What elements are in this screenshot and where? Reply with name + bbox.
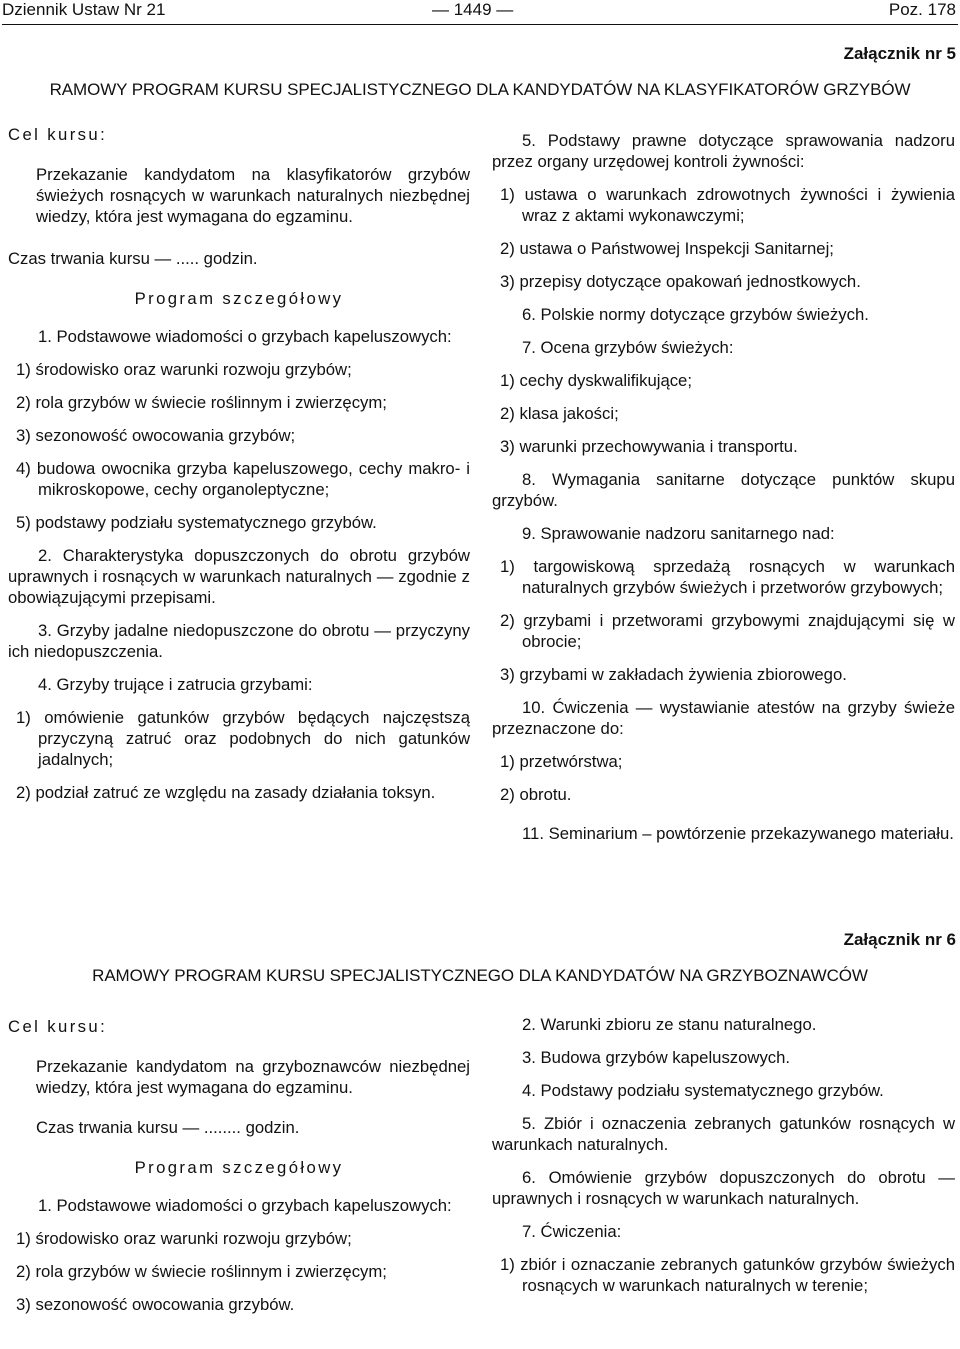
list-item: 3) przepisy dotyczące opakowań jednostkowych. bbox=[500, 272, 861, 291]
annex-6-left-column bbox=[8, 1016, 470, 1315]
running-header bbox=[0, 0, 960, 22]
annex-5-left-column bbox=[8, 124, 470, 803]
list-item: 2) rola grzybów w świecie roślinnym i zwierzęcym; bbox=[16, 1262, 387, 1281]
annex-5-right-column bbox=[492, 130, 955, 844]
list-item: 4) budowa owocnika grzyba kapeluszowego, cechy makro- i mikroskopowe, cechy organoleptyczne; bbox=[16, 459, 470, 499]
program-heading: Program szczegółowy bbox=[134, 289, 344, 308]
list-item: 1) środowisko oraz warunki rozwoju grzybów; bbox=[16, 360, 352, 379]
page-number: — 1449 — bbox=[432, 0, 514, 19]
course-duration: Czas trwania kursu — ........ godzin. bbox=[36, 1118, 300, 1137]
list-item: 2) klasa jakości; bbox=[500, 404, 619, 423]
section-6: 6. Polskie normy dotyczące grzybów świeżych. bbox=[522, 305, 869, 324]
list-item: 1) omówienie gatunków grzybów będących najczęstszą przyczyną zatruć oraz podobnych do nich gatunków jadalnych; bbox=[16, 708, 470, 769]
list-item: 2) rola grzybów w świecie roślinnym i zwierzęcym; bbox=[16, 393, 387, 412]
section-11: 11. Seminarium – powtórzenie przekazywanego materiału. bbox=[522, 824, 954, 843]
position-number: Poz. 178 bbox=[888, 0, 956, 19]
annex-6-label: Załącznik nr 6 bbox=[843, 930, 956, 949]
annex-6-title: RAMOWY PROGRAM KURSU SPECJALISTYCZNEGO DLA KANDYDATÓW NA GRZYBOZNAWCÓW bbox=[92, 966, 868, 985]
list-item: 1) cechy dyskwalifikujące; bbox=[500, 371, 692, 390]
list-item: 2) podział zatruć ze względu na zasady działania toksyn. bbox=[16, 783, 436, 802]
section-1: 1. Podstawowe wiadomości o grzybach kapeluszowych: bbox=[38, 327, 452, 346]
list-item: 2) obrotu. bbox=[500, 785, 572, 804]
section-6: 6. Omówienie grzybów dopuszczonych do obrotu — uprawnych i rosnących w warunkach naturalnych. bbox=[492, 1168, 955, 1208]
cel-kursu-heading: Cel kursu: bbox=[8, 125, 108, 144]
section-10: 10. Ćwiczenia — wystawianie atestów na grzyby świeże przeznaczone do: bbox=[492, 698, 955, 738]
list-item: 3) warunki przechowywania i transportu. bbox=[500, 437, 798, 456]
list-item: 3) sezonowość owocowania grzybów; bbox=[16, 426, 296, 445]
list-item: 1) targowiskową sprzedażą rosnących w warunkach naturalnych grzybów świeżych i przetworów grzybowych; bbox=[500, 557, 955, 597]
section-7: 7. Ocena grzybów świeżych: bbox=[522, 338, 734, 357]
section-5: 5. Podstawy prawne dotyczące sprawowania nadzoru przez organy urzędowej kontroli żywności: bbox=[492, 131, 955, 171]
list-item: 3) sezonowość owocowania grzybów. bbox=[16, 1295, 295, 1314]
list-item: 1) przetwórstwa; bbox=[500, 752, 623, 771]
annex-5-label: Załącznik nr 5 bbox=[843, 44, 956, 63]
list-item: 5) podstawy podziału systematycznego grzybów. bbox=[16, 513, 377, 532]
section-7: 7. Ćwiczenia: bbox=[522, 1222, 622, 1241]
section-3: 3. Budowa grzybów kapeluszowych. bbox=[522, 1048, 791, 1067]
section-8: 8. Wymagania sanitarne dotyczące punktów skupu grzybów. bbox=[492, 470, 955, 510]
list-item: 2) ustawa o Państwowej Inspekcji Sanitarnej; bbox=[500, 239, 834, 258]
section-1: 1. Podstawowe wiadomości o grzybach kapeluszowych: bbox=[38, 1196, 452, 1215]
annex-5-title: RAMOWY PROGRAM KURSU SPECJALISTYCZNEGO DLA KANDYDATÓW NA KLASYFIKATORÓW GRZYBÓW bbox=[49, 80, 911, 99]
section-9: 9. Sprawowanie nadzoru sanitarnego nad: bbox=[522, 524, 835, 543]
cel-kursu-heading: Cel kursu: bbox=[8, 1017, 108, 1036]
section-4: 4. Grzyby trujące i zatrucia grzybami: bbox=[38, 675, 313, 694]
section-2: 2. Charakterystyka dopuszczonych do obrotu grzybów uprawnych i rosnących w warunkach naturalnych — zgodnie z obowiązującymi przepisami. bbox=[8, 546, 470, 607]
list-item: 1) środowisko oraz warunki rozwoju grzybów; bbox=[16, 1229, 352, 1248]
program-heading: Program szczegółowy bbox=[134, 1158, 344, 1177]
cel-kursu-text: Przekazanie kandydatom na grzyboznawców niezbędnej wiedzy, która jest wymagana do egzaminu. bbox=[36, 1057, 470, 1097]
journal-name: Dziennik Ustaw Nr 21 bbox=[2, 0, 166, 19]
section-5: 5. Zbiór i oznaczenia zebranych gatunków rosnących w warunkach naturalnych. bbox=[492, 1114, 955, 1154]
annex-6-right-column bbox=[492, 1014, 955, 1296]
list-item: 1) ustawa o warunkach zdrowotnych żywności i żywienia wraz z aktami wykonawczymi; bbox=[500, 185, 955, 225]
course-duration: Czas trwania kursu — ..... godzin. bbox=[8, 249, 258, 268]
list-item: 1) zbiór i oznaczanie zebranych gatunków grzybów świeżych rosnących w warunkach naturalnych w terenie; bbox=[500, 1255, 955, 1295]
section-3: 3. Grzyby jadalne niedopuszczone do obrotu — przyczyny ich niedopuszczenia. bbox=[8, 621, 470, 661]
header-rule bbox=[2, 24, 958, 25]
list-item: 2) grzybami i przetworami grzybowymi znajdującymi się w obrocie; bbox=[500, 611, 955, 651]
section-4: 4. Podstawy podziału systematycznego grzybów. bbox=[522, 1081, 884, 1100]
list-item: 3) grzybami w zakładach żywienia zbiorowego. bbox=[500, 665, 847, 684]
cel-kursu-text: Przekazanie kandydatom na klasyfikatorów grzybów świeżych rosnących w warunkach naturalnych niezbędnej wiedzy, która jest wymagana do egzaminu. bbox=[36, 165, 470, 226]
section-2: 2. Warunki zbioru ze stanu naturalnego. bbox=[522, 1015, 817, 1034]
